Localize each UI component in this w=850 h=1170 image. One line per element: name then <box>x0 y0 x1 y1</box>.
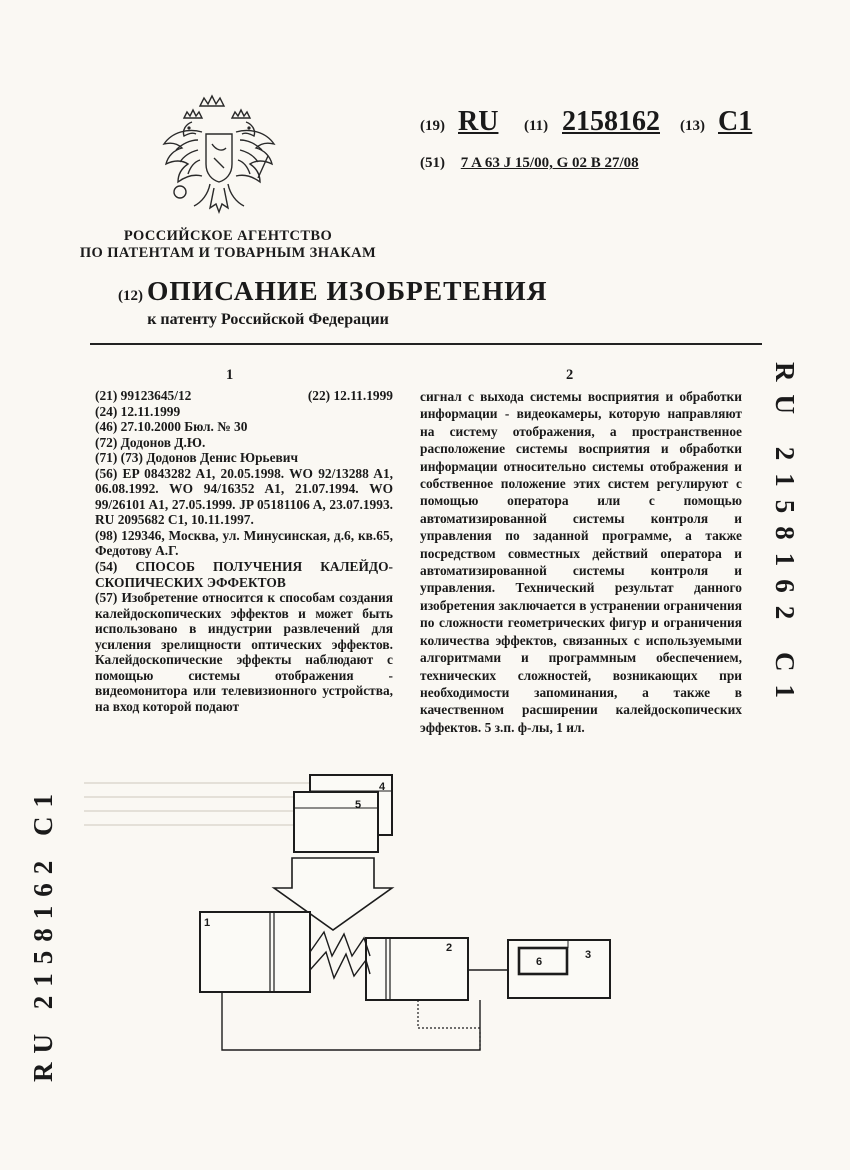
diagram-label-2: 2 <box>446 942 453 954</box>
diagram-label-4: 4 <box>379 781 386 793</box>
country-code: RU <box>458 106 499 137</box>
agency-line-1: РОССИЙСКОЕ АГЕНТСТВО <box>123 228 333 244</box>
priority-date: (24) 12.11.1999 <box>95 403 181 419</box>
code-51: (51) <box>420 155 445 171</box>
citations: (56) EP 0843282 A1, 20.05.1998. WO 92/13288 A1, 06.08.1992. WO 94/16352 A1, 21.07.1994. WO 99/26101 A1, 27.05.1999. JP 05181106 A, 23.07.1993. RU 2095682 C1, 10.11.1997. <box>95 465 393 528</box>
diagram-label-5: 5 <box>355 799 362 811</box>
owner: (71) (73) Додонов Денис Юрьевич <box>95 450 299 466</box>
side-label-right: RU 2158162 C1 <box>770 362 800 711</box>
column-number-left: 1 <box>226 367 234 383</box>
ipc-classes: 7 A 63 J 15/00, G 02 B 27/08 <box>460 155 639 171</box>
publication-date: (46) 27.10.2000 Бюл. № 30 <box>95 419 248 435</box>
patent-number: 2158162 <box>562 106 660 137</box>
signal-zigzag-icon <box>310 932 370 956</box>
diagram-box-1 <box>200 912 310 992</box>
side-label-left: RU 2158162 C1 <box>28 785 58 1082</box>
diagram-label-3: 3 <box>585 949 592 961</box>
filing-date: (22) 12.11.1999 <box>307 388 393 403</box>
diagram-label-6: 6 <box>536 956 543 968</box>
code-12: (12) <box>118 288 143 304</box>
inventor: (72) Додонов Д.Ю. <box>95 434 206 450</box>
kind-code: C1 <box>718 106 753 137</box>
correspondence-address: (98) 129346, Москва, ул. Минусинская, д.6, кв.65, Федотову А.Г. <box>95 527 393 559</box>
diagram-box-5 <box>294 792 378 852</box>
abstract-start: (57) Изобретение относится к способам создания калейдоскопических эффектов и может быть использовано в индустрии развлечений для усиления зрелищности оптических эффектов. Калейдоскопические эффекты наблюдают с помощью системы отображения - видеомонитора или телевизионного устройства, на вход которой подают <box>95 590 393 714</box>
diagram-label-1: 1 <box>204 917 211 929</box>
invention-title: (54) СПОСОБ ПОЛУЧЕНИЯ КАЛЕЙДО-СКОПИЧЕСКИХ ЭФФЕКТОВ <box>95 559 393 590</box>
code-19: (19) <box>420 118 445 134</box>
application-number: (21) 99123645/12 <box>95 388 192 403</box>
code-13: (13) <box>680 118 705 134</box>
column-number-right: 2 <box>566 367 574 383</box>
diagram-box-6 <box>519 948 567 974</box>
abstract-continued: сигнал с выхода системы восприятия и обработки информации - видеокамеры, которую направляют на систему отображения, а пространственное расположение системы восприятия и обработки информации относительно системы отображения и собственное положение этих систем регулируют с помощью оператора или с помощью автоматизированной системы контроля и управления по заданной программе, а также посредством совместных действий оператора и автоматизированной системы контроля и управления. Технический результат данного изобретения заключается в устранении ограничения по сложности геометрических фигур и ограничения количества эффектов, связанных с используемыми алгоритмами и программным обеспечением, технических сложностей, возникающих при необходимости запоминания, а также в качественном расширении калейдоскопических эффектов. 5 з.п. ф-лы, 1 ил. <box>420 389 742 735</box>
diagram-box-2 <box>366 938 468 1000</box>
code-11: (11) <box>524 118 549 134</box>
agency-line-2: ПО ПАТЕНТАМ И ТОВАРНЫМ ЗНАКАМ <box>79 245 377 261</box>
title-sub: к патенту Российской Федерации <box>147 311 389 328</box>
title-main: ОПИСАНИЕ ИЗОБРЕТЕНИЯ <box>147 275 548 306</box>
